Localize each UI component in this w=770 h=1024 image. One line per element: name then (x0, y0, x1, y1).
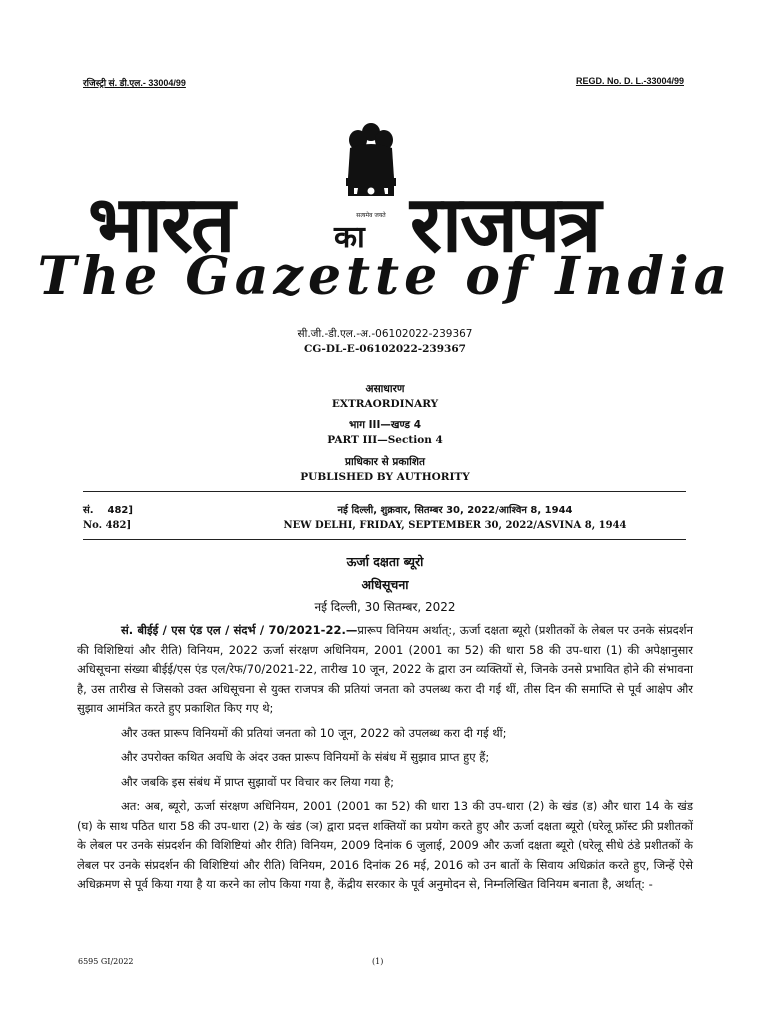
masthead-english: The Gazette of India (37, 246, 733, 307)
extraordinary-hindi: असाधारण (365, 383, 405, 395)
notification-heading: अधिसूचना (361, 577, 409, 592)
published-by-authority-hindi: प्राधिकार से प्रकाशित (345, 456, 425, 468)
issue-number-hindi: सं. 482] (83, 505, 133, 516)
emblem-motto: सत्यमेव जयते (356, 212, 386, 219)
paragraph-5: अत: अब, ब्यूरो, ऊर्जा संरक्षण अधिनियम, 2001 (2001 का 52) की धारा 13 की उप-धारा (2) के खंड (ड) और धारा 14 के खंड (घ) के साथ पठित धारा 58 की उप-धारा (2) के खंड (ञ) द्वारा प्रदत्त शक्तियों का प्रयोग करते हुए और ऊर्जा दक्षता ब्यूरो (घरेलू फ्रॉस्ट फ्री प्रशीतकों के लेबल पर उनके संप्रदर्शन की विशिष्टियां और रीति) विनियम, 2009 दिनांक 6 जुलाई, 2009 और ऊर्जा दक्षता ब्यूरो (घरेलू सीधे ठंडे प्रशीतकों के लेबल पर उनके संप्रदर्शन की विशिष्टियां और रीति) विनियम, 2016 दिनांक 26 मई, 2016 को उन बातों के सिवाय अधिक्रांत करते हुए, जिन्हें ऐसे अधिक्रमण से पूर्व किया गया है या करने का लोप किया गया है, केंद्रीय सरकार के पूर्व अनुमोदन से, निम्नलिखित विनियम बनाता है, अर्थात्: - (77, 799, 693, 891)
reference-number: सं. बीईई / एस एंड एल / संदर्भ / 70/2021-22.— (121, 623, 358, 637)
paragraph-2: और उक्त प्रारूप विनियमों की प्रतियां जनता को 10 जून, 2022 को उपलब्ध करा दी गई थीं; (121, 725, 507, 740)
masthead-hindi-left: भारत (88, 180, 234, 270)
registration-number-english: REGD. No. D. L.-33004/99 (575, 76, 684, 86)
top-rule (83, 491, 686, 492)
bottom-rule (83, 539, 686, 540)
gazette-code-hindi: सी.जी.-डी.एल.-अ.-06102022-239367 (297, 328, 473, 340)
paragraph-1: प्रारूप विनियम अर्थात्:, ऊर्जा दक्षता ब्यूरो (प्रशीतकों के लेबल पर उनके संप्रदर्शन की विशिष्टियां और रीति) विनियम, 2022 ऊर्जा संरक्षण अधिनियम, 2001 (2001 का 52) की धारा 58 की उप-धारा (1) की अपेक्षानुसार अधिसूचना संख्या बीईई/एस एंड एल/रेफ/70/2021-22, तारीख 10 जून, 2022 के द्वारा उन व्यक्तियों से, जिनके उनसे प्रभावित होने की संभावना है, उस तारीख से जिसको उक्त अधिसूचना से युक्त राजपत्र की प्रतियां जनता को उपलब्ध करा दी गई थीं, तीस दिन की समाप्ति से पूर्व आक्षेप और सुझाव आमंत्रित करते हुए प्रकाशित किए गए थे; (77, 623, 693, 715)
gazette-code-english: CG-DL-E-06102022-239367 (304, 343, 466, 355)
paragraph-4: और जबकि इस संबंध में प्राप्त सुझावों पर विचार कर लिया गया है; (121, 774, 395, 789)
page-number: (1) (372, 957, 384, 966)
part-section-english: PART III—Section 4 (327, 434, 443, 446)
department-heading: ऊर्जा दक्षता ब्यूरो (346, 554, 424, 569)
published-by-authority-english: PUBLISHED BY AUTHORITY (300, 471, 470, 483)
extraordinary-english: EXTRAORDINARY (331, 398, 439, 410)
issue-date-english: NEW DELHI, FRIDAY, SEPTEMBER 30, 2022/ASVINA 8, 1944 (283, 520, 627, 531)
registration-number-hindi: रजिस्ट्री सं. डी.एल.- 33004/99 (83, 78, 186, 88)
issue-date-hindi: नई दिल्ली, शुक्रवार, सितम्बर 30, 2022/आश्विन 8, 1944 (337, 505, 573, 516)
issue-number-english: No. 482] (83, 520, 132, 531)
paragraph-preamble (77, 621, 693, 719)
place-date: नई दिल्ली, 30 सितम्बर, 2022 (314, 600, 456, 614)
footer-code: 6595 GI/2022 (78, 957, 134, 966)
masthead-hindi-right: राजपत्र (410, 180, 600, 270)
paragraph-3: और उपरोक्त कथित अवधि के अंदर उक्त प्रारूप विनियमों के संबंध में सुझाव प्राप्त हुए हैं; (121, 750, 490, 764)
masthead-hindi-mid: का (334, 220, 365, 255)
part-section-hindi: भाग III—खण्ड 4 (348, 419, 422, 431)
notification-body (77, 621, 693, 895)
